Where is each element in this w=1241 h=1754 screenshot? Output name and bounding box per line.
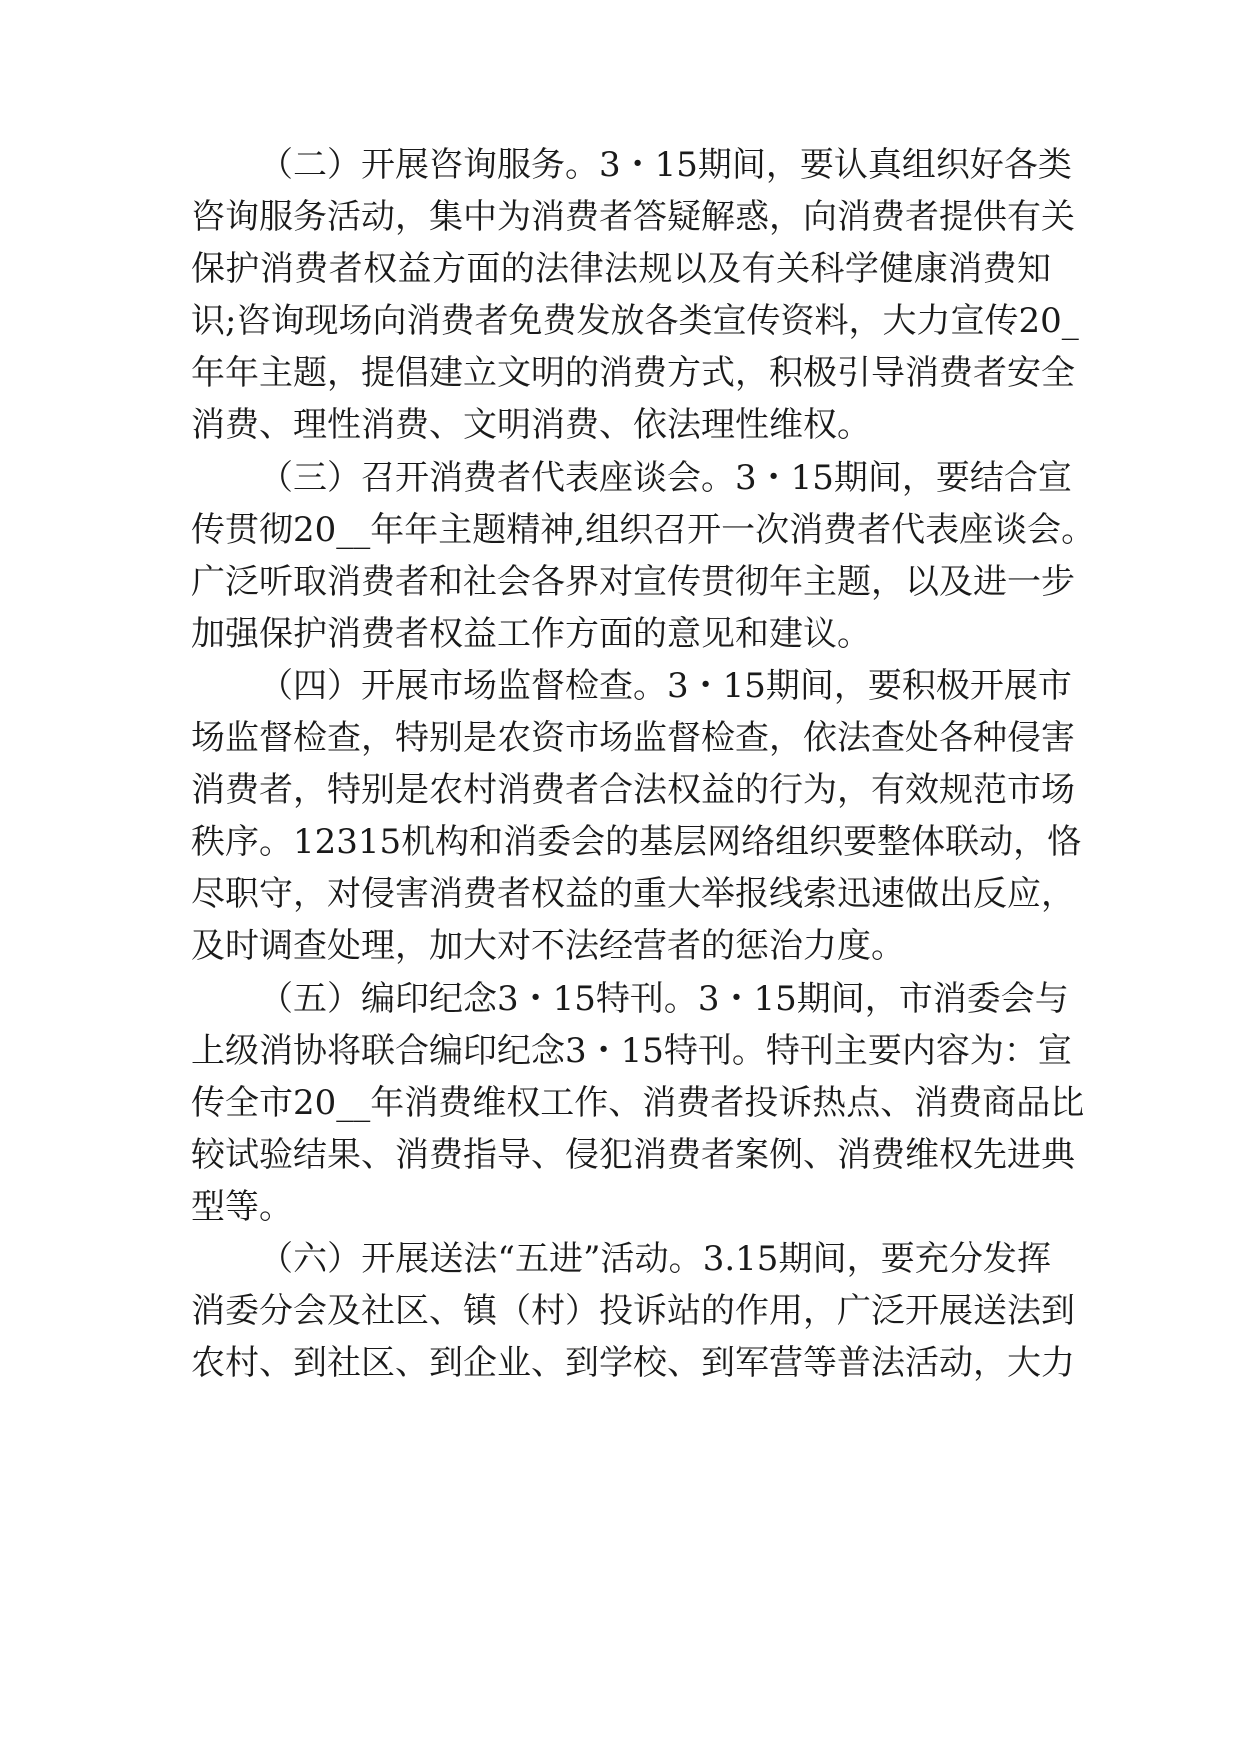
paragraph-4-line-4: 秩序。12315机构和消委会的基层网络组织要整体联动，恪 — [191, 822, 1082, 862]
paragraph-2-line-6: 消费、理性消费、文明消费、依法理性维权。 — [191, 405, 871, 445]
paragraph-4-line-2: 场监督检查，特别是农资市场监督检查，依法查处各种侵害 — [191, 718, 1075, 758]
paragraph-2-line-5: 年年主题，提倡建立文明的消费方式，积极引导消费者安全 — [191, 353, 1075, 393]
paragraph-4-line-1: （四）开展市场监督检查。3・15期间，要积极开展市 — [259, 666, 1072, 706]
paragraph-4-line-5: 尽职守，对侵害消费者权益的重大举报线索迅速做出反应， — [191, 874, 1075, 914]
paragraph-2-line-3: 保护消费者权益方面的法律法规以及有关科学健康消费知 — [191, 249, 1051, 289]
paragraph-3-line-4: 加强保护消费者权益工作方面的意见和建议。 — [191, 614, 871, 654]
paragraph-6-line-3: 农村、到社区、到企业、到学校、到军营等普法活动，大力 — [191, 1343, 1075, 1383]
paragraph-3-line-1: （三）召开消费者代表座谈会。3・15期间，要结合宣 — [259, 458, 1072, 498]
paragraph-5-line-1: （五）编印纪念3・15特刊。3・15期间，市消委会与 — [259, 979, 1069, 1019]
paragraph-5-line-2: 上级消协将联合编印纪念3・15特刊。特刊主要内容为：宣 — [191, 1031, 1072, 1071]
paragraph-5-line-4: 较试验结果、消费指导、侵犯消费者案例、消费维权先进典 — [191, 1135, 1075, 1175]
paragraph-4-line-6: 及时调查处理，加大对不法经营者的惩治力度。 — [191, 926, 905, 966]
paragraph-4-line-3: 消费者，特别是农村消费者合法权益的行为，有效规范市场 — [191, 770, 1075, 810]
paragraph-2-line-4: 识;咨询现场向消费者免费发放各类宣传资料，大力宣传20_ — [191, 301, 1079, 341]
paragraph-5-line-5: 型等。 — [191, 1187, 293, 1227]
paragraph-6-line-2: 消委分会及社区、镇（村）投诉站的作用，广泛开展送法到 — [191, 1291, 1075, 1331]
paragraph-3-line-2: 传贯彻20__年年主题精神,组织召开一次消费者代表座谈会。 — [191, 510, 1096, 550]
paragraph-6-line-1: （六）开展送法“五进”活动。3.15期间，要充分发挥 — [259, 1239, 1051, 1279]
paragraph-3-line-3: 广泛听取消费者和社会各界对宣传贯彻年主题，以及进一步 — [191, 562, 1075, 602]
paragraph-5-line-3: 传全市20__年消费维权工作、消费者投诉热点、消费商品比 — [191, 1083, 1085, 1123]
paragraph-2-line-1: （二）开展咨询服务。3・15期间，要认真组织好各类 — [259, 145, 1072, 185]
paragraph-2-line-2: 咨询服务活动，集中为消费者答疑解惑，向消费者提供有关 — [191, 197, 1075, 237]
